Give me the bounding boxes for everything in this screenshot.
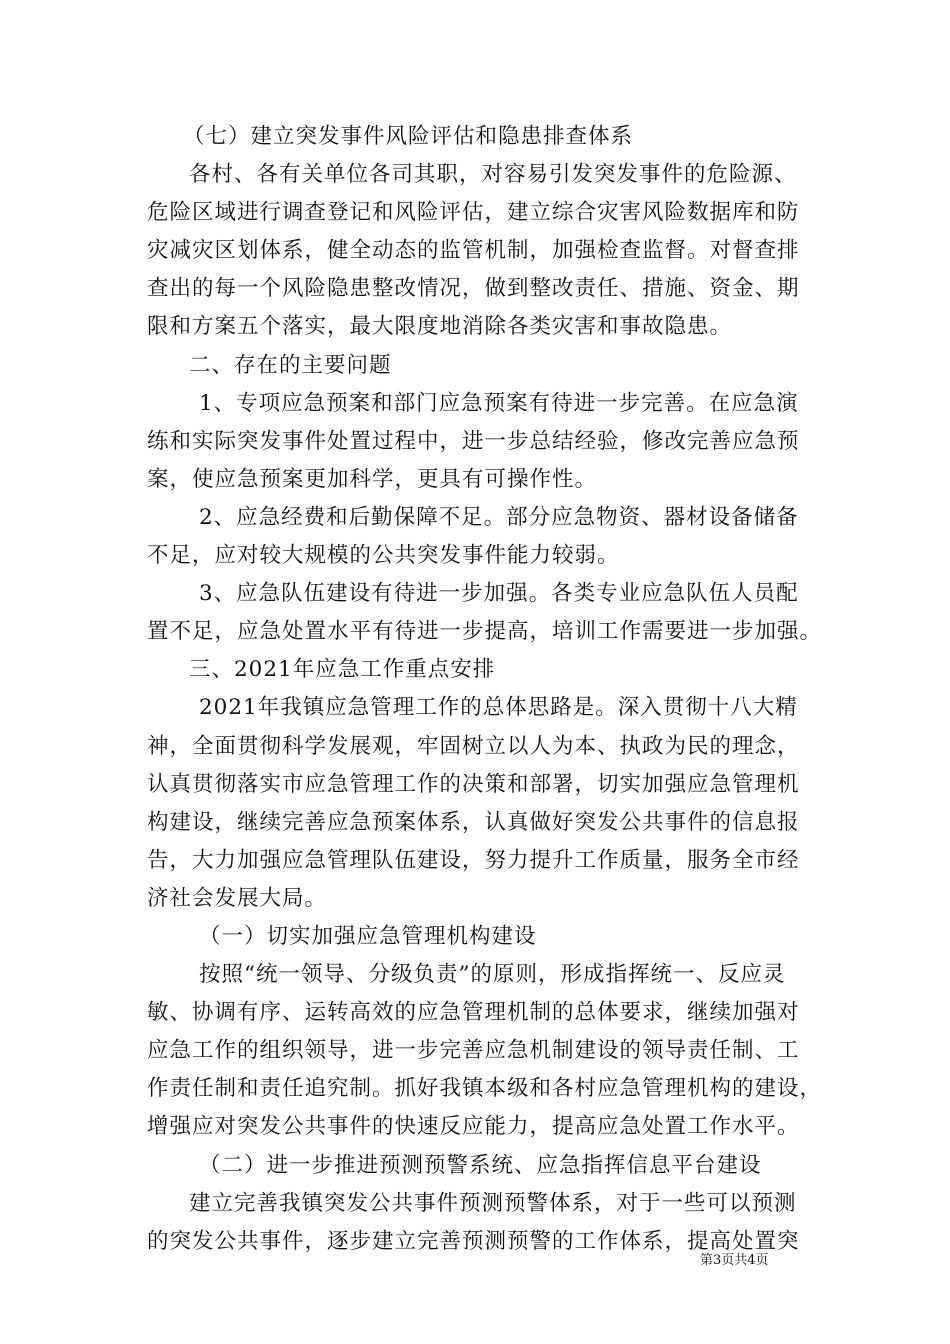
text-line: 2、应急经费和后勤保障不足。部分应急物资、器材设备储备 (199, 504, 799, 530)
text-line: 置不足，应急处置水平有待进一步提高，培训工作需要进一步加强。 (147, 619, 823, 645)
document-body (147, 118, 823, 1261)
section-heading: （二）进一步推进预测预警系统、应急指挥信息平台建设 (199, 1152, 762, 1178)
text-line: 构建设，继续完善应急预案体系，认真做好突发公共事件的信息报 (147, 809, 800, 835)
text-line: 告，大力加强应急管理队伍建设，努力提升工作质量，服务全市经 (147, 847, 800, 873)
text-line: 建立完善我镇突发公共事件预测预警体系，对于一些可以预测 (189, 1190, 797, 1216)
text-line: 敏、协调有序、运转高效的应急管理机制的总体要求，继续加强对 (147, 1000, 800, 1026)
text-line: 应急工作的组织领导，进一步完善应急机制建设的领导责任制、工 (147, 1038, 800, 1064)
text-line: 危险区域进行调查登记和风险评估，建立综合灾害风险数据库和防 (147, 200, 800, 226)
section-heading: 三、2021年应急工作重点安排 (189, 657, 496, 683)
text-line: 3、应急队伍建设有待进一步加强。各类专业应急队伍人员配 (199, 581, 799, 607)
section-heading: 二、存在的主要问题 (189, 352, 392, 378)
text-line: 各村、各有关单位各司其职，对容易引发突发事件的危险源、 (189, 162, 797, 188)
text-line: 作责任制和责任追究制。抓好我镇本级和各村应急管理机构的建设， (147, 1076, 823, 1102)
text-line: 按照“统一领导、分级负责”的原则，形成指挥统一、反应灵 (199, 962, 786, 988)
section-heading: （一）切实加强应急管理机构建设 (199, 923, 537, 949)
text-line: 的突发公共事件，逐步建立完善预测预警的工作体系，提高处置突 (147, 1228, 800, 1254)
text-line: 练和实际突发事件处置过程中，进一步总结经验，修改完善应急预 (147, 428, 800, 454)
page-number: 第3页共4页 (700, 1253, 769, 1268)
section-heading: （七）建立突发事件风险评估和隐患排查体系 (183, 124, 634, 149)
text-line: 增强应对突发公共事件的快速反应能力，提高应急处置工作水平。 (147, 1114, 800, 1140)
text-line: 2021年我镇应急管理工作的总体思路是。深入贯彻十八大精 (199, 695, 798, 721)
text-line: 认真贯彻落实市应急管理工作的决策和部署，切实加强应急管理机 (147, 771, 800, 797)
text-line: 灾减灾区划体系，健全动态的监管机制，加强检查监督。对督查排 (147, 238, 800, 264)
text-line: 神，全面贯彻科学发展观，牢固树立以人为本、执政为民的理念， (147, 733, 800, 759)
text-line: 限和方案五个落实，最大限度地消除各类灾害和事故隐患。 (147, 314, 733, 340)
text-line: 不足，应对较大规模的公共突发事件能力较弱。 (147, 543, 620, 569)
text-line: 查出的每一个风险隐患整改情况，做到整改责任、措施、资金、期 (147, 276, 800, 302)
text-line: 1、专项应急预案和部门应急预案有待进一步完善。在应急演 (199, 390, 799, 416)
text-line: 案，使应急预案更加科学，更具有可操作性。 (147, 466, 598, 492)
text-line: 济社会发展大局。 (147, 885, 328, 911)
